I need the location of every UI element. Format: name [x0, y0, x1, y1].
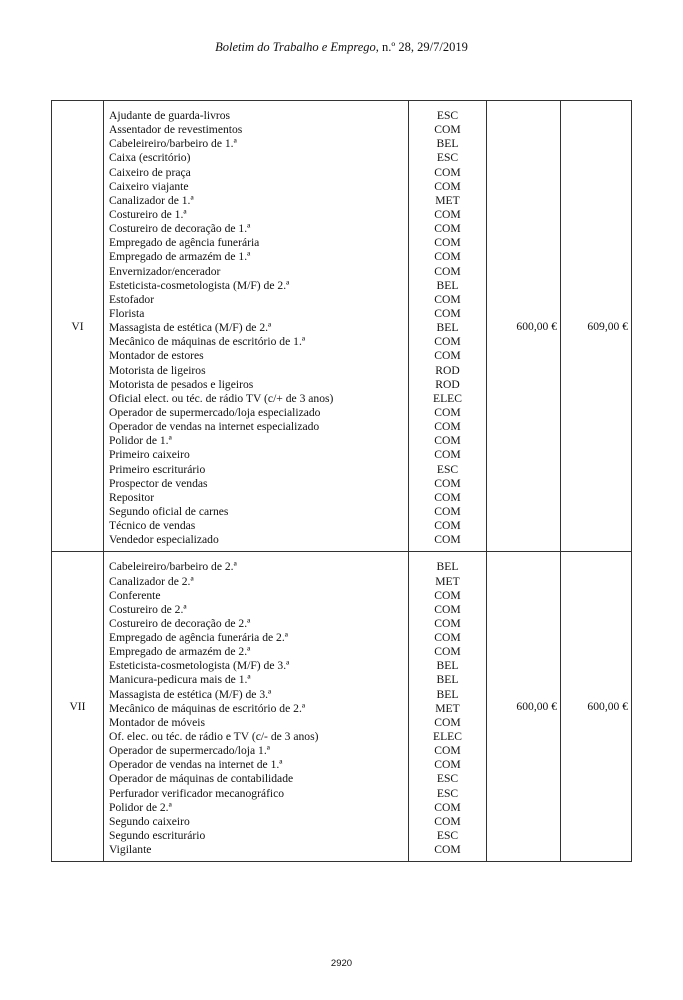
job-title: Empregado de agência funerária	[109, 236, 260, 250]
job-title: Empregado de agência funerária de 2.ª	[109, 631, 288, 645]
bulletin-title: Boletim do Trabalho e Emprego	[215, 40, 376, 54]
job-title: Costureiro de decoração de 2.ª	[109, 616, 251, 630]
job-category: COM	[434, 292, 461, 306]
job-title: Esteticista-cosmetologista (M/F) de 2.ª	[109, 278, 290, 292]
job-category: COM	[434, 123, 461, 137]
job-category: MET	[435, 574, 460, 588]
job-category: COM	[434, 645, 461, 659]
job-category: COM	[434, 504, 461, 518]
job-title: Assentador de revestimentos	[109, 123, 243, 137]
job-title: Primeiro escriturário	[109, 462, 206, 476]
job-title: Empregado de armazém de 2.ª	[109, 645, 251, 659]
job-category: COM	[434, 434, 461, 448]
job-title: Costureiro de 1.ª	[109, 207, 187, 221]
job-category: MET	[435, 701, 460, 715]
job-category: COM	[434, 616, 461, 630]
bulletin-issue: , n.º 28, 29/7/2019	[375, 40, 468, 54]
job-category: BEL	[436, 560, 459, 574]
job-title: Canalizador de 1.ª	[109, 193, 194, 207]
job-category: ESC	[436, 462, 459, 476]
job-title: Cabeleireiro/barbeiro de 2.ª	[109, 560, 237, 574]
job-category: ESC	[436, 786, 459, 800]
level-cell: VI	[52, 101, 104, 552]
job-category: MET	[435, 193, 460, 207]
job-title: Caixa (escritório)	[109, 151, 191, 165]
job-title: Repositor	[109, 490, 155, 504]
job-category: ESC	[436, 109, 459, 122]
job-title: Operador de supermercado/loja 1.ª	[109, 744, 270, 758]
job-title: Prospector de vendas	[109, 476, 208, 490]
page-header	[0, 40, 683, 55]
salary-value-a: 600,00 €	[487, 552, 561, 862]
job-title: Vendedor especializado	[109, 533, 219, 547]
job-title: Massagista de estética (M/F) de 3.ª	[109, 687, 272, 701]
job-title: Massagista de estética (M/F) de 2.ª	[109, 321, 272, 335]
table-row	[52, 552, 632, 862]
job-category: BEL	[436, 278, 459, 292]
job-category: ELEC	[433, 730, 462, 744]
category-list-cell	[409, 552, 487, 862]
job-title: Montador de móveis	[109, 715, 205, 729]
job-title: Caixeiro viajante	[109, 179, 189, 193]
job-title: Montador de estores	[109, 349, 204, 363]
table-row	[52, 101, 632, 552]
job-category: COM	[434, 715, 461, 729]
job-title: Motorista de pesados e ligeiros	[109, 377, 254, 391]
salary-value-b: 609,00 €	[561, 101, 632, 552]
salary-value-b: 600,00 €	[561, 552, 632, 862]
job-title: Ajudante de guarda-livros	[109, 109, 231, 122]
category-list-cell	[409, 101, 487, 552]
page-number: 2920	[330, 958, 353, 969]
job-category: COM	[434, 179, 461, 193]
job-title: Cabeleireiro/barbeiro de 1.ª	[109, 137, 237, 151]
job-category: COM	[434, 476, 461, 490]
job-title: Segundo escriturário	[109, 829, 206, 843]
job-title: Polidor de 1.ª	[109, 434, 172, 448]
job-list-cell	[104, 101, 409, 552]
job-category: COM	[434, 349, 461, 363]
job-category: BEL	[436, 137, 459, 151]
job-category: COM	[434, 490, 461, 504]
job-title: Manicura-pedicura mais de 1.ª	[109, 673, 251, 687]
job-category: COM	[434, 306, 461, 320]
job-category: BEL	[436, 673, 459, 687]
job-title: Operador de vendas na internet de 1.ª	[109, 758, 283, 772]
job-title: Costureiro de decoração de 1.ª	[109, 222, 251, 236]
job-category: ESC	[436, 829, 459, 843]
job-title: Vigilante	[109, 843, 152, 857]
job-title: Costureiro de 2.ª	[109, 602, 187, 616]
job-title: Perfurador verificador mecanográfico	[109, 786, 285, 800]
job-category: COM	[434, 843, 461, 857]
job-category: COM	[434, 758, 461, 772]
job-title: Estofador	[109, 292, 155, 306]
job-title: Operador de vendas na internet especializado	[109, 420, 320, 434]
job-category: COM	[434, 250, 461, 264]
job-category: COM	[434, 264, 461, 278]
job-category: COM	[434, 222, 461, 236]
job-category: ELEC	[433, 391, 462, 405]
job-title: Florista	[109, 306, 145, 320]
job-title: Canalizador de 2.ª	[109, 574, 194, 588]
salary-table-body	[52, 101, 632, 862]
job-category: BEL	[436, 321, 459, 335]
job-title: Segundo caixeiro	[109, 814, 190, 828]
job-title: Primeiro caixeiro	[109, 448, 190, 462]
job-category: BEL	[436, 659, 459, 673]
job-category: ROD	[435, 377, 460, 391]
job-title: Motorista de ligeiros	[109, 363, 206, 377]
job-title: Caixeiro de praça	[109, 165, 191, 179]
job-category: ROD	[435, 363, 460, 377]
job-category: COM	[434, 165, 461, 179]
job-title: Of. elec. ou téc. de rádio e TV (c/- de 3 anos)	[109, 730, 319, 744]
job-title: Conferente	[109, 588, 161, 602]
job-title: Oficial elect. ou téc. de rádio TV (c/+ de 3 anos)	[109, 391, 334, 405]
job-category: COM	[434, 405, 461, 419]
job-category: COM	[434, 519, 461, 533]
job-category: COM	[434, 814, 461, 828]
salary-table	[51, 100, 632, 862]
job-title: Esteticista-cosmetologista (M/F) de 3.ª	[109, 659, 290, 673]
job-title: Técnico de vendas	[109, 519, 196, 533]
job-list-cell	[104, 552, 409, 862]
job-category: COM	[434, 335, 461, 349]
job-title: Operador de máquinas de contabilidade	[109, 772, 294, 786]
job-title: Mecânico de máquinas de escritório de 1.ª	[109, 335, 306, 349]
job-title: Envernizador/encerador	[109, 264, 221, 278]
job-category: ESC	[436, 151, 459, 165]
job-category: COM	[434, 744, 461, 758]
job-category: COM	[434, 420, 461, 434]
job-title: Empregado de armazém de 1.ª	[109, 250, 251, 264]
salary-value-a: 600,00 €	[487, 101, 561, 552]
job-category: COM	[434, 533, 461, 547]
job-category: COM	[434, 448, 461, 462]
job-title: Segundo oficial de carnes	[109, 504, 229, 518]
job-title: Operador de supermercado/loja especializado	[109, 405, 321, 419]
job-title: Polidor de 2.ª	[109, 800, 172, 814]
job-category: COM	[434, 800, 461, 814]
job-title: Mecânico de máquinas de escritório de 2.ª	[109, 701, 306, 715]
job-category: COM	[434, 588, 461, 602]
level-cell: VII	[52, 552, 104, 862]
job-category: COM	[434, 631, 461, 645]
job-category: COM	[434, 602, 461, 616]
job-category: COM	[434, 207, 461, 221]
job-category: BEL	[436, 687, 459, 701]
job-category: ESC	[436, 772, 459, 786]
job-category: COM	[434, 236, 461, 250]
